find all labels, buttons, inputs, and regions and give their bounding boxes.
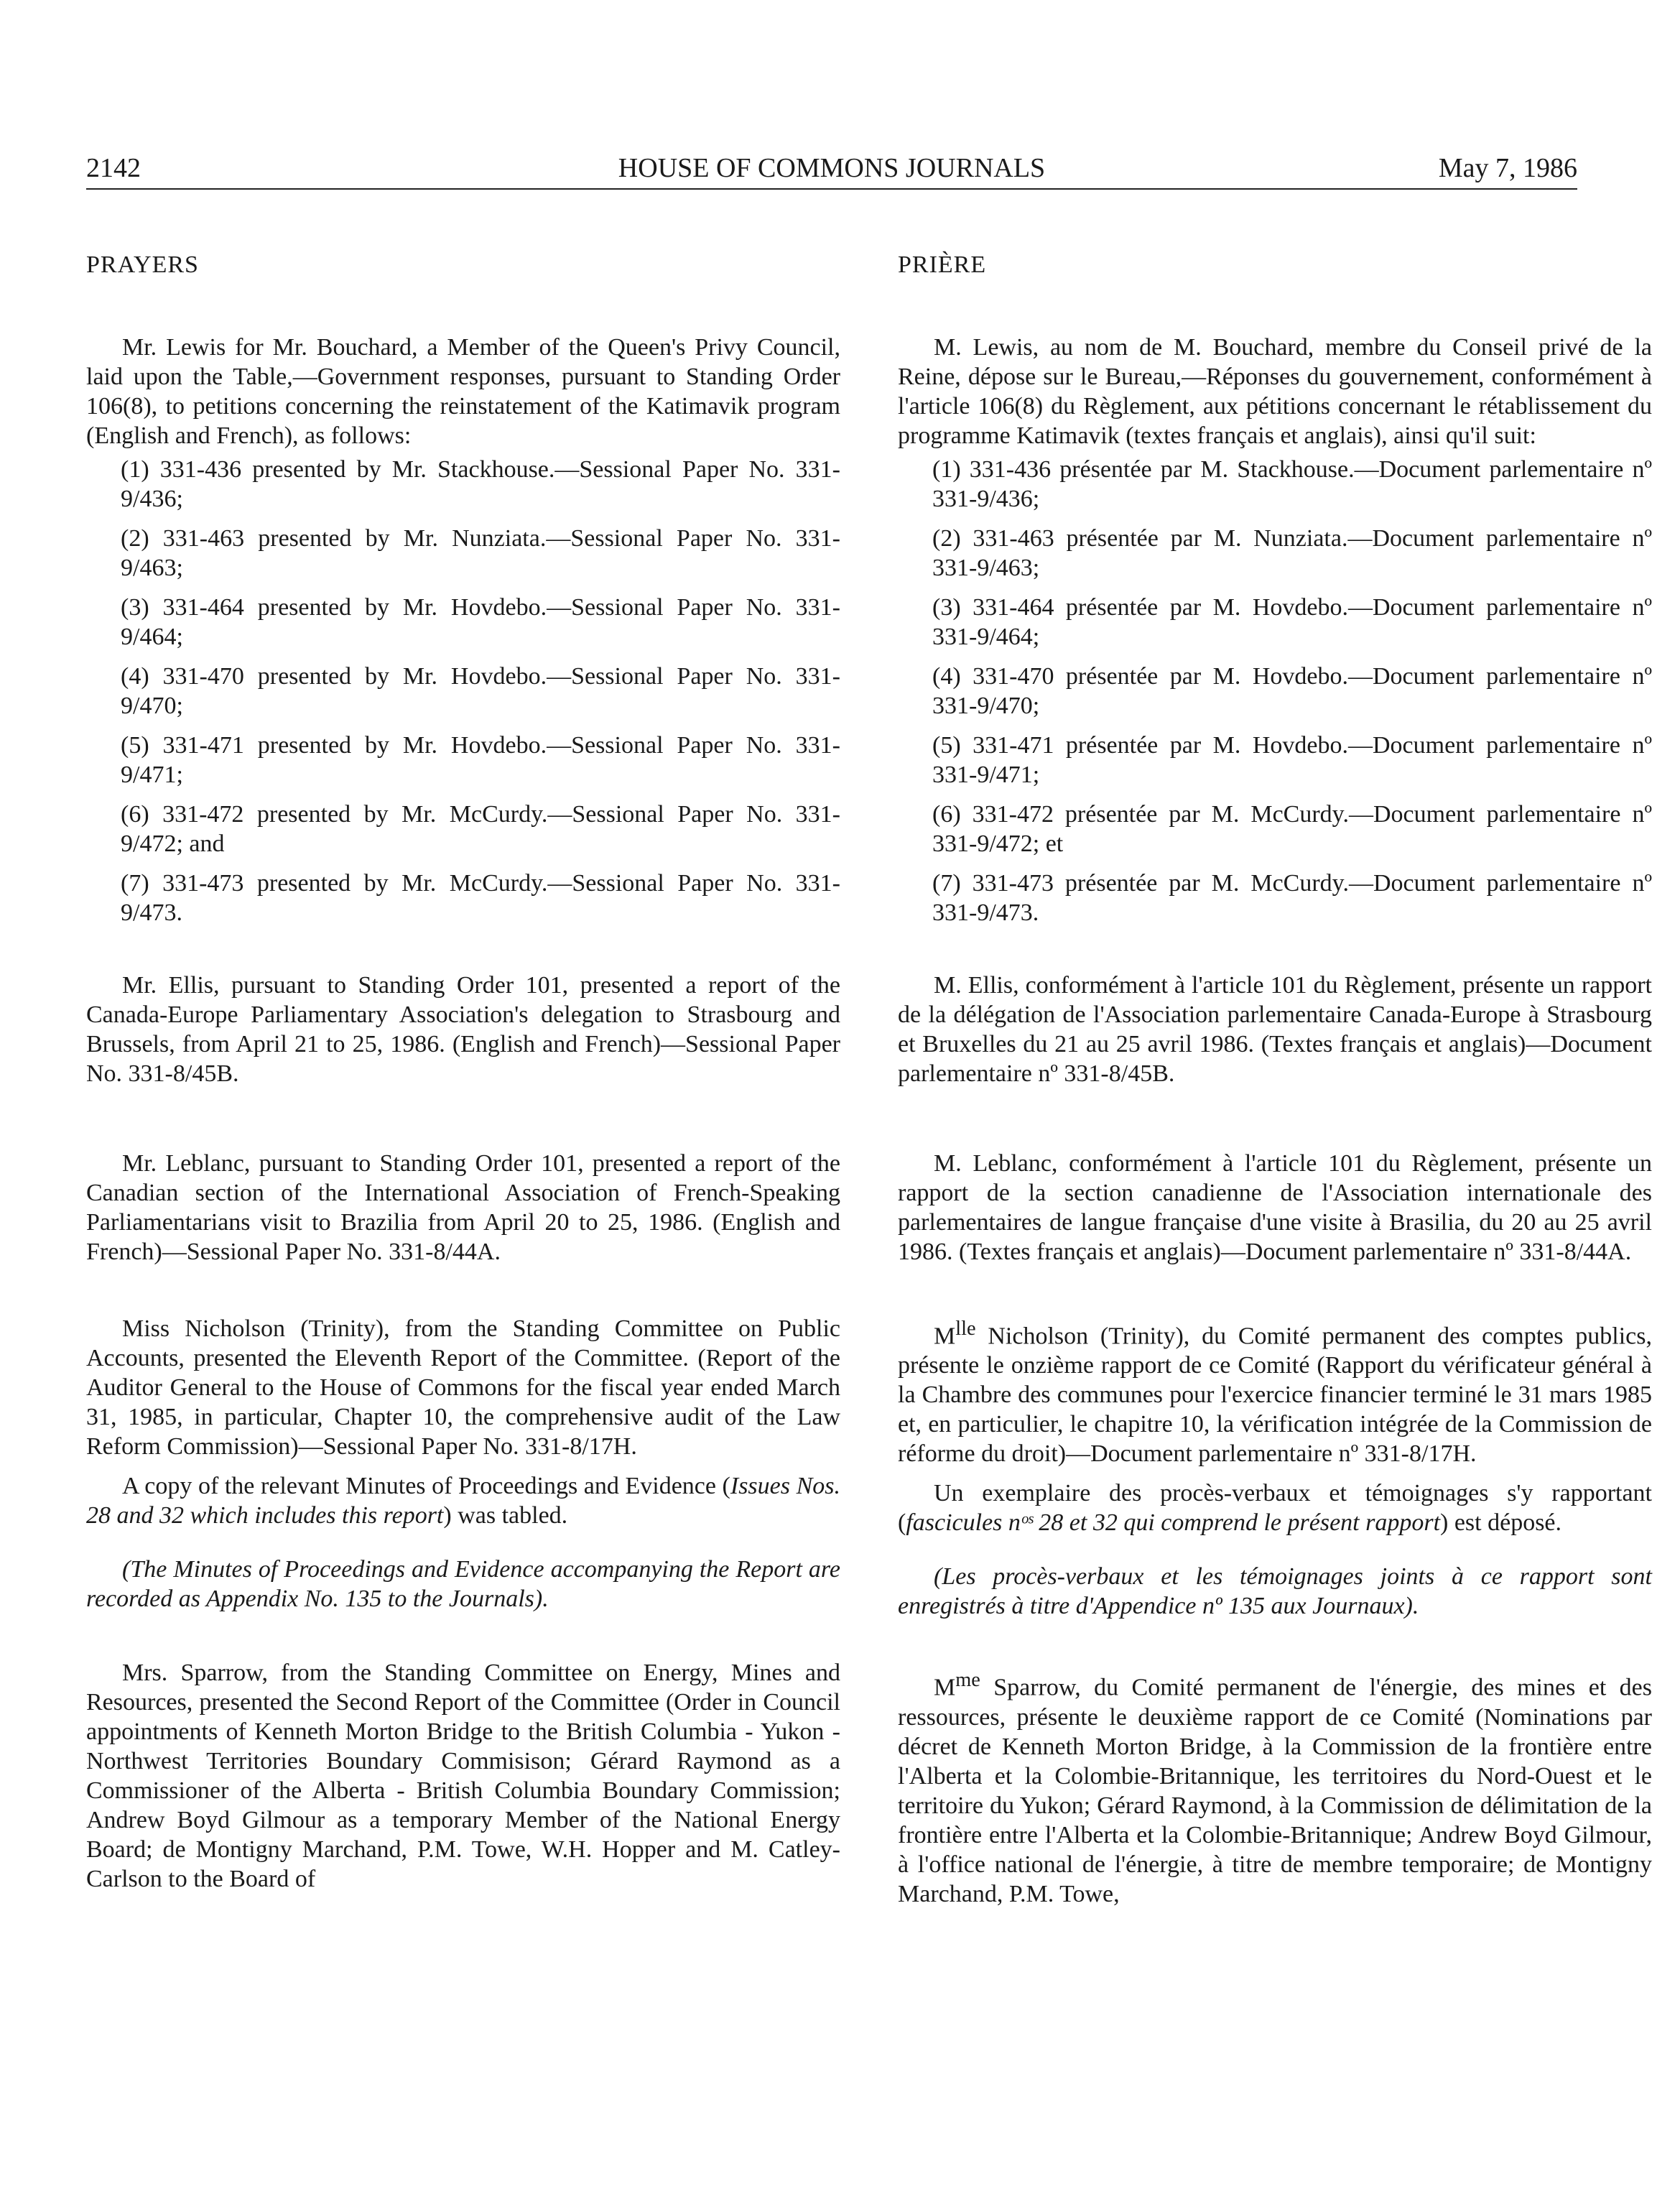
petition-item: (1) 331-436 presented by Mr. Stackhouse.—Sessional Paper No. 331-9/436; (121, 456, 840, 512)
sparrow-report-text: Sparrow, du Comité permanent de l'énergie, des mines et des ressources, présente le deuxième rapport de ce Comité (Nominations par décret de Kenneth Morton Bridge, à la Commission de la frontière entre l'Alberta et la Colombie-Britannique, les territoires du Nord-Ouest et le territoire du Yukon; Gérard Raymond, à la Commission de délimitation de la frontière entre l'Alberta et la Colombie-Britannique; Andrew Boyd Gilmour, à l'office national de l'énergie, à titre de membre temporaire; de Montigny Marchand, P.M. Towe, (898, 1674, 1652, 1907)
honorific-suffix: lle (955, 1318, 976, 1340)
section-heading: PRAYERS (86, 251, 199, 278)
copy-tabled-end: ) was tabled. (443, 1502, 568, 1529)
honorific: M (934, 1674, 956, 1701)
copy-tabled (86, 1471, 840, 1530)
english-column (86, 250, 840, 1894)
minutes-appendix-note: (The Minutes of Proceedings and Evidence accompanying the Report are recorded as Appendix No. 135 to the Journals). (86, 1556, 840, 1612)
petitions-intro: M. Lewis, au nom de M. Bouchard, membre du Conseil privé de la Reine, dépose sur le Bureau,—Réponses du gouvernement, conformément à l'article 106(8) du Règlement, aux pétitions concernant le rétablissement du programme Katimavik (textes français et anglais), ainsi qu'il suit: (898, 334, 1652, 449)
petition-item: (4) 331-470 présentée par M. Hovdebo.—Document parlementaire nº 331-9/470; (932, 663, 1652, 719)
copy-tabled-issues: Issues Nos. 28 and 32 which includes this report (86, 1473, 840, 1529)
section-heading: PRIÈRE (898, 251, 987, 278)
copy-tabled-end: ) est déposé. (1440, 1509, 1562, 1537)
leblanc-report: M. Leblanc, conformément à l'article 101 du Règlement, présente un rapport de la section canadienne de l'Association internationale des parlementaires de langue française d'une visite à Brasilia, du 20 au 25 avril 1986. (Textes français et anglais)—Document parlementaire nº 331-8/44A. (898, 1150, 1652, 1265)
petition-item: (7) 331-473 presented by Mr. McCurdy.—Sessional Paper No. 331-9/473. (121, 870, 840, 926)
nicholson-report: Miss Nicholson (Trinity), from the Standing Committee on Public Accounts, presented the Eleventh Report of the Committee. (Report of the Auditor General to the House of Commons for the fiscal year ended March 31, 1985, in particular, Chapter 10, the comprehensive audit of the Law Reform Commission)—Sessional Paper No. 331-8/17H. (86, 1315, 840, 1460)
petition-item: (5) 331-471 presented by Mr. Hovdebo.—Sessional Paper No. 331-9/471; (121, 732, 840, 788)
petition-item: (2) 331-463 présentée par M. Nunziata.—Document parlementaire nº 331-9/463; (932, 525, 1652, 581)
petition-item: (2) 331-463 presented by Mr. Nunziata.—Sessional Paper No. 331-9/463; (121, 525, 840, 581)
minutes-appendix-note: (Les procès-verbaux et les témoignages joints à ce rapport sont enregistrés à titre d'Appendice nº 135 aux Journaux). (898, 1563, 1652, 1620)
sparrow-report (898, 1665, 1652, 1908)
french-column (898, 250, 1652, 1909)
petition-item: (3) 331-464 presented by Mr. Hovdebo.—Sessional Paper No. 331-9/464; (121, 594, 840, 650)
petition-item: (4) 331-470 presented by Mr. Hovdebo.—Sessional Paper No. 331-9/470; (121, 663, 840, 719)
page-header (86, 152, 1577, 190)
copy-tabled-issues: fascicules nᵒˢ 28 et 32 qui comprend le présent rapport (906, 1509, 1441, 1537)
sparrow-report: Mrs. Sparrow, from the Standing Committee on Energy, Mines and Resources, presented the Second Report of the Committee (Order in Council appointments of Kenneth Morton Bridge to the British Columbia - Yukon - Northwest Territories Boundary Commisison; Gérard Raymond as a Commissioner of the Alberta - British Columbia Boundary Commission; Andrew Boyd Gilmour as a temporary Member of the National Energy Board; de Montigny Marchand, P.M. Towe, W.H. Hopper and M. Catley-Carlson to the Board of (86, 1660, 840, 1892)
petition-item: (6) 331-472 présentée par M. McCurdy.—Document parlementaire nº 331-9/472; et (932, 801, 1652, 857)
petitions-intro: Mr. Lewis for Mr. Bouchard, a Member of the Queen's Privy Council, laid upon the Table,—Government responses, pursuant to Standing Order 106(8), to petitions concerning the reinstatement of the Katimavik program (English and French), as follows: (86, 334, 840, 449)
ellis-report: M. Ellis, conformément à l'article 101 du Règlement, présente un rapport de la délégation de l'Association parlementaire Canada-Europe à Strasbourg et Bruxelles du 21 au 25 avril 1986. (Textes français et anglais)—Document parlementaire nº 331-8/45B. (898, 972, 1652, 1087)
leblanc-report: Mr. Leblanc, pursuant to Standing Order 101, presented a report of the Canadian section of the International Association of French-Speaking Parliamentarians visit to Brazilia from April 20 to 25, 1986. (English and French)—Sessional Paper No. 331-8/44A. (86, 1150, 840, 1265)
nicholson-report (898, 1314, 1652, 1468)
honorific: M (934, 1323, 956, 1350)
nicholson-report-text: Nicholson (Trinity), du Comité permanent des comptes publics, présente le onzième rapport de ce Comité (Rapport du vérificateur général à la Chambre des communes pour l'exercice financier terminé le 31 mars 1985 et, en particulier, le chapitre 10, la vérification intégrée de la Commission de réforme du droit)—Document parlementaire nº 331-8/17H. (898, 1323, 1652, 1468)
copy-tabled (898, 1478, 1652, 1537)
ellis-report: Mr. Ellis, pursuant to Standing Order 101, presented a report of the Canada-Europe Parliamentary Association's delegation to Strasbourg and Brussels, from April 21 to 25, 1986. (English and French)—Sessional Paper No. 331-8/45B. (86, 972, 840, 1087)
page-number: 2142 (86, 153, 141, 183)
copy-tabled-start: Un exemplaire des procès-verbaux et témoignages s'y rapportant ( (898, 1480, 1652, 1537)
copy-tabled-start: A copy of the relevant Minutes of Proceedings and Evidence ( (122, 1473, 730, 1499)
petition-item: (1) 331-436 présentée par M. Stackhouse.—Document parlementaire nº 331-9/436; (932, 456, 1652, 512)
petition-item: (5) 331-471 présentée par M. Hovdebo.—Document parlementaire nº 331-9/471; (932, 732, 1652, 788)
page-date: May 7, 1986 (1438, 153, 1577, 183)
petition-item: (3) 331-464 présentée par M. Hovdebo.—Document parlementaire nº 331-9/464; (932, 594, 1652, 650)
journal-title: HOUSE OF COMMONS JOURNALS (618, 153, 1046, 183)
petition-item: (7) 331-473 présentée par M. McCurdy.—Document parlementaire nº 331-9/473. (932, 870, 1652, 926)
petition-item: (6) 331-472 presented by Mr. McCurdy.—Sessional Paper No. 331-9/472; and (121, 801, 840, 857)
honorific-suffix: me (955, 1669, 980, 1692)
